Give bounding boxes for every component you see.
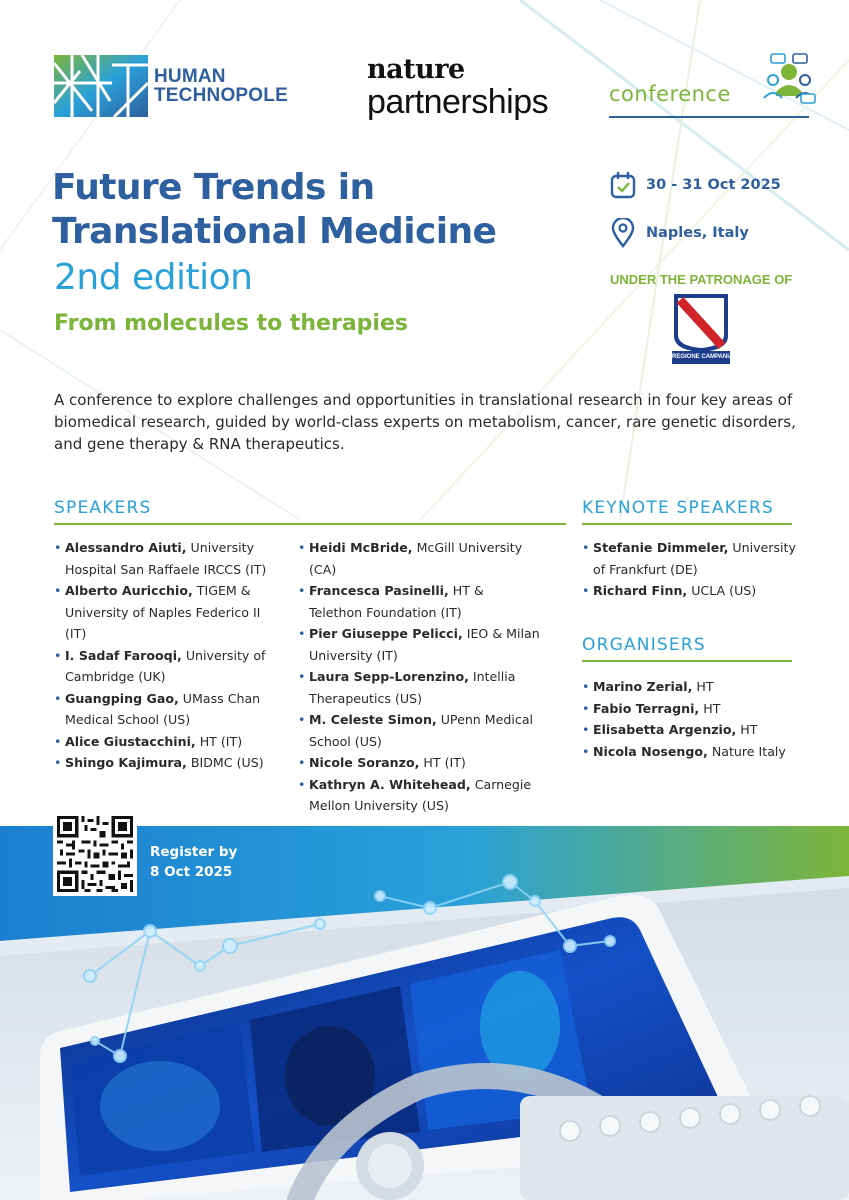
human-technopole-wordmark bbox=[154, 67, 288, 105]
organiser-affiliation: HT bbox=[703, 700, 721, 716]
speaker-name: Laura Sepp-Lorenzino, bbox=[309, 669, 469, 684]
location-pin-icon bbox=[610, 218, 636, 248]
speaker-affiliation: McGill University (CA) bbox=[309, 540, 523, 577]
event-location-text: Naples, Italy bbox=[646, 225, 749, 241]
speaker-item bbox=[298, 666, 540, 709]
keynote-item bbox=[582, 537, 804, 580]
speaker-affiliation: HT (IT) bbox=[199, 733, 243, 749]
qr-code-icon bbox=[57, 816, 133, 892]
speaker-item bbox=[54, 688, 276, 731]
event-date bbox=[610, 170, 781, 200]
ht-logo-line1: HUMAN bbox=[154, 66, 226, 87]
speaker-item bbox=[54, 731, 276, 753]
calendar-icon bbox=[610, 170, 636, 200]
speaker-affiliation: UPenn Medical School (US) bbox=[309, 712, 534, 749]
speaker-name: Alice Giustacchini, bbox=[65, 733, 196, 749]
speaker-name: Alessandro Aiuti, bbox=[65, 540, 187, 555]
speaker-item bbox=[298, 774, 540, 817]
speaker-name: Pier Giuseppe Pelicci, bbox=[309, 626, 463, 641]
speaker-name: Shingo Kajimura, bbox=[65, 755, 187, 770]
title-line1: Future Trends in bbox=[52, 167, 375, 208]
speaker-name: Kathryn A. Whitehead, bbox=[309, 776, 471, 792]
organiser-item bbox=[582, 698, 804, 720]
speaker-affiliation: University of Cambridge (UK) bbox=[65, 647, 266, 684]
patronage-label: UNDER THE PATRONAGE OF bbox=[610, 272, 793, 287]
speaker-name: I. Sadaf Farooqi, bbox=[65, 647, 182, 663]
organisers-list bbox=[582, 676, 804, 762]
crest-caption: REGIONE CAMPANIA bbox=[672, 351, 730, 364]
register-line1: Register by bbox=[150, 844, 238, 860]
speaker-item bbox=[298, 709, 540, 752]
speaker-name: Francesca Pasinelli, bbox=[309, 583, 449, 598]
speaker-item bbox=[54, 537, 276, 580]
speaker-name: Nicole Soranzo, bbox=[309, 755, 420, 770]
speaker-name: Alberto Auricchio, bbox=[65, 583, 193, 598]
speakers-heading bbox=[54, 498, 566, 525]
speaker-name: M. Celeste Simon, bbox=[309, 712, 437, 727]
organiser-affiliation: Nature Italy bbox=[711, 743, 786, 759]
speaker-affiliation: TIGEM & University of Naples Federico II (IT) bbox=[65, 583, 261, 641]
human-technopole-mark-icon bbox=[52, 53, 150, 119]
organiser-affiliation: HT bbox=[696, 679, 714, 694]
keynote-affiliation: University of Frankfurt (DE) bbox=[593, 540, 796, 577]
speaker-item bbox=[54, 580, 276, 645]
keynote-heading bbox=[582, 498, 792, 525]
organisers-heading-text: ORGANISERS bbox=[582, 635, 706, 655]
keynote-heading-text: KEYNOTE SPEAKERS bbox=[582, 498, 775, 518]
human-technopole-logo[interactable] bbox=[52, 52, 312, 120]
speaker-item bbox=[54, 752, 276, 774]
organiser-name: Elisabetta Argenzio, bbox=[593, 722, 737, 737]
speakers-list-col2 bbox=[298, 537, 540, 817]
organiser-affiliation: HT bbox=[740, 722, 758, 737]
nature-wordmark: nature bbox=[367, 54, 465, 85]
speaker-affiliation: HT (IT) bbox=[423, 755, 466, 770]
title-line2: Translational Medicine bbox=[52, 211, 497, 252]
organiser-item bbox=[582, 719, 804, 741]
speaker-item bbox=[298, 752, 540, 774]
conference-description: A conference to explore challenges and opportunities in translational research in four key areas of biomedical research, guided by world-class experts on metabolism, cancer, rare genetic disorders, and gene therapy & RNA therapeutics. bbox=[54, 391, 796, 453]
keynote-name: Stefanie Dimmeler, bbox=[593, 540, 729, 555]
partnerships-wordmark: partnerships bbox=[367, 83, 549, 121]
speaker-name: Heidi McBride, bbox=[309, 540, 413, 555]
registration-qr-code[interactable] bbox=[53, 812, 137, 896]
people-chat-icon bbox=[761, 52, 817, 106]
keynote-item bbox=[582, 580, 804, 602]
organiser-item bbox=[582, 741, 804, 763]
conference-badge bbox=[609, 52, 809, 118]
speaker-affiliation: IEO & Milan University (IT) bbox=[309, 626, 540, 663]
speakers-list-col1 bbox=[54, 537, 276, 774]
conference-subtitle: From molecules to therapies bbox=[54, 311, 408, 336]
organiser-item bbox=[582, 676, 804, 698]
keynote-list bbox=[582, 537, 804, 602]
event-date-text: 30 - 31 Oct 2025 bbox=[646, 177, 781, 193]
speaker-item bbox=[298, 623, 540, 666]
speaker-affiliation: Intellia Therapeutics (US) bbox=[309, 669, 516, 706]
organiser-name: Marino Zerial, bbox=[593, 679, 693, 694]
speaker-item bbox=[298, 537, 540, 580]
keynote-affiliation: UCLA (US) bbox=[691, 583, 757, 598]
register-line2: 8 Oct 2025 bbox=[150, 864, 233, 880]
registration-deadline bbox=[150, 842, 237, 882]
event-location bbox=[610, 218, 749, 248]
speakers-heading-text: SPEAKERS bbox=[54, 498, 152, 518]
speaker-affiliation: HT & Telethon Foundation (IT) bbox=[309, 583, 484, 620]
speaker-affiliation: Carnegie Mellon University (US) bbox=[309, 776, 532, 813]
organiser-name: Nicola Nosengo, bbox=[593, 743, 708, 759]
speaker-item bbox=[298, 580, 540, 623]
keynote-name: Richard Finn, bbox=[593, 583, 688, 598]
speaker-item bbox=[54, 645, 276, 688]
conference-title bbox=[52, 166, 572, 254]
speaker-affiliation: University Hospital San Raffaele IRCCS (IT) bbox=[65, 540, 267, 577]
nature-partnerships-logo[interactable] bbox=[367, 56, 567, 120]
edition-label: 2nd edition bbox=[54, 257, 253, 298]
ht-logo-line2: TECHNOPOLE bbox=[154, 85, 288, 106]
speaker-affiliation: UMass Chan Medical School (US) bbox=[65, 690, 261, 727]
organisers-heading bbox=[582, 635, 792, 662]
speaker-affiliation: BIDMC (US) bbox=[190, 755, 264, 770]
speaker-name: Guangping Gao, bbox=[65, 690, 179, 706]
conference-label: conference bbox=[609, 82, 731, 106]
organiser-name: Fabio Terragni, bbox=[593, 700, 700, 716]
